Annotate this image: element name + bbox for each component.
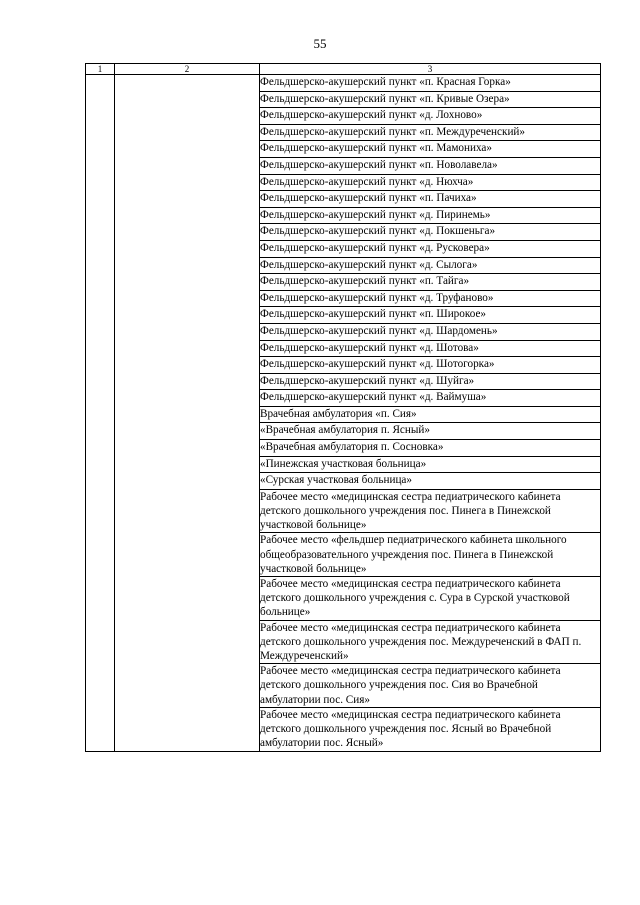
table-cell: Рабочее место «медицинская сестра педиатрического кабинета детского дошкольного учреждения с. Сура в Сурской участковой больнице» xyxy=(260,577,601,621)
table-cell: Фельдшерско-акушерский пункт «д. Покшеньга» xyxy=(260,224,601,241)
table-cell: Фельдшерско-акушерский пункт «п. Пачиха» xyxy=(260,191,601,208)
column-header-1: 1 xyxy=(86,64,115,75)
table-cell: Рабочее место «медицинская сестра педиатрического кабинета детского дошкольного учреждения пос. Междуреченский в ФАП п. Междуреченский» xyxy=(260,620,601,664)
table-cell: Фельдшерско-акушерский пункт «п. Кривые Озера» xyxy=(260,91,601,108)
table-cell: Фельдшерско-акушерский пункт «п. Междуреченский» xyxy=(260,124,601,141)
table-cell: Рабочее место «медицинская сестра педиатрического кабинета детского дошкольного учреждения пос. Ясный во Врачебной амбулатории пос. Ясный» xyxy=(260,707,601,751)
column-header-3: 3 xyxy=(260,64,601,75)
table-cell: Фельдшерско-акушерский пункт «д. Шардомень» xyxy=(260,323,601,340)
table-cell: Фельдшерско-акушерский пункт «п. Красная Горка» xyxy=(260,75,601,92)
table-cell: Рабочее место «фельдшер педиатрического кабинета школьного общеобразовательного учреждения пос. Пинега в Пинежской участковой больнице» xyxy=(260,533,601,577)
table-cell: Фельдшерско-акушерский пункт «п. Тайга» xyxy=(260,274,601,291)
table-cell: Фельдшерско-акушерский пункт «д. Шотогорка» xyxy=(260,357,601,374)
table-row xyxy=(86,75,601,92)
column-1-cell xyxy=(86,75,115,752)
table-cell: «Сурская участковая больница» xyxy=(260,473,601,490)
table-cell: Рабочее место «медицинская сестра педиатрического кабинета детского дошкольного учреждения пос. Сия во Врачебной амбулатории пос. Сия» xyxy=(260,664,601,708)
table-cell: Фельдшерско-акушерский пункт «д. Сылога» xyxy=(260,257,601,274)
table-cell: Фельдшерско-акушерский пункт «д. Шуйга» xyxy=(260,373,601,390)
table-cell: Фельдшерско-акушерский пункт «д. Ваймуша» xyxy=(260,390,601,407)
table-cell: Рабочее место «медицинская сестра педиатрического кабинета детского дошкольного учреждения пос. Пинега в Пинежской участковой больнице» xyxy=(260,489,601,533)
column-header-2: 2 xyxy=(115,64,260,75)
table-cell: Фельдшерско-акушерский пункт «д. Русковера» xyxy=(260,240,601,257)
document-table xyxy=(85,63,601,752)
table-cell: «Врачебная амбулатория п. Сосновка» xyxy=(260,440,601,457)
table-header-row xyxy=(86,64,601,75)
table-cell: Фельдшерско-акушерский пункт «д. Труфаново» xyxy=(260,290,601,307)
table-cell: Фельдшерско-акушерский пункт «д. Пиринемь» xyxy=(260,207,601,224)
table-cell: «Врачебная амбулатория п. Ясный» xyxy=(260,423,601,440)
table-body xyxy=(86,75,601,752)
table-cell: Фельдшерско-акушерский пункт «п. Широкое» xyxy=(260,307,601,324)
table-cell: Фельдшерско-акушерский пункт «д. Шотова» xyxy=(260,340,601,357)
page-number: 55 xyxy=(313,36,327,51)
column-2-cell xyxy=(115,75,260,752)
table-cell: Фельдшерско-акушерский пункт «п. Мамониха» xyxy=(260,141,601,158)
table-cell: Фельдшерско-акушерский пункт «п. Новолавела» xyxy=(260,157,601,174)
table-cell: Фельдшерско-акушерский пункт «д. Лохново» xyxy=(260,108,601,125)
table-cell: Фельдшерско-акушерский пункт «д. Нюхча» xyxy=(260,174,601,191)
table-cell: «Пинежская участковая больница» xyxy=(260,456,601,473)
table-cell: Врачебная амбулатория «п. Сия» xyxy=(260,406,601,423)
